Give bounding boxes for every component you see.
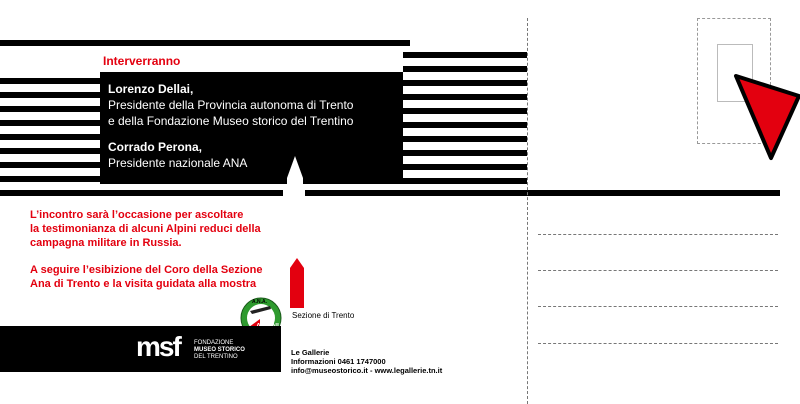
stripe [0,78,100,84]
stripe [403,94,527,100]
stripe [305,190,780,196]
contact-venue: Le Gallerie [291,348,330,357]
address-line [538,234,778,235]
note-paragraph-2 [30,263,320,291]
stripe [0,106,100,112]
speaker-role: e della Fondazione Museo storico del Trentino [108,114,354,128]
stripe [403,164,527,170]
note-line: campagna militare in Russia. [30,237,182,249]
stripe [0,176,100,182]
stripe [0,92,100,98]
stripe [0,162,100,168]
msf-logo-line: MUSEO STORICO [194,347,245,353]
stripe [403,150,527,156]
ana-caption: Sezione di Trento [292,311,355,320]
stripe [0,190,283,196]
msf-logo-line: FONDAZIONE [194,340,234,346]
msf-logo-text [194,340,245,361]
stripe [403,178,527,184]
contact-web: info@museostorico.it - www.legallerie.tn.it [291,366,443,375]
speakers-box [100,72,403,184]
address-line [538,306,778,307]
msf-logo-mark: msf [136,331,180,362]
note-line: L’incontro sarà l’occasione per ascoltare [30,209,244,221]
ana-logo-top-text: A.N.A. [252,299,267,305]
speaker-role: Presidente della Provincia autonoma di Trento [108,98,354,112]
address-line [538,270,778,271]
stripe [403,108,527,114]
postcard-divider [527,18,528,404]
stripe [403,52,527,58]
header-label: Interverranno [103,54,181,68]
stripe [0,134,100,140]
note-line: A seguire l’esibizione del Coro della Sezione [30,264,263,276]
stripe [403,122,527,128]
red-triangle-icon [733,70,800,162]
speaker-role: Presidente nazionale ANA [108,156,248,170]
note-paragraph-1 [30,208,320,250]
white-arrow-graphic [287,156,303,210]
stripe [403,136,527,142]
speaker-name: Corrado Perona, [108,140,203,154]
address-line [538,343,778,344]
stripe [403,80,527,86]
ana-logo-mid-text: NAZ [260,314,275,321]
red-arrow-graphic [290,258,304,308]
stripe [0,148,100,154]
speaker-name: Lorenzo Dellai, [108,82,194,96]
note-line: la testimonianza di alcuni Alpini reduci della [30,223,261,235]
msf-logo-line: DEL TRENTINO [194,354,238,360]
stripe [403,66,527,72]
note-line: Ana di Trento e la visita guidata alla mostra [30,278,257,290]
stripe [0,120,100,126]
stripe [0,40,410,46]
contact-phone: Informazioni 0461 1747000 [291,357,386,366]
